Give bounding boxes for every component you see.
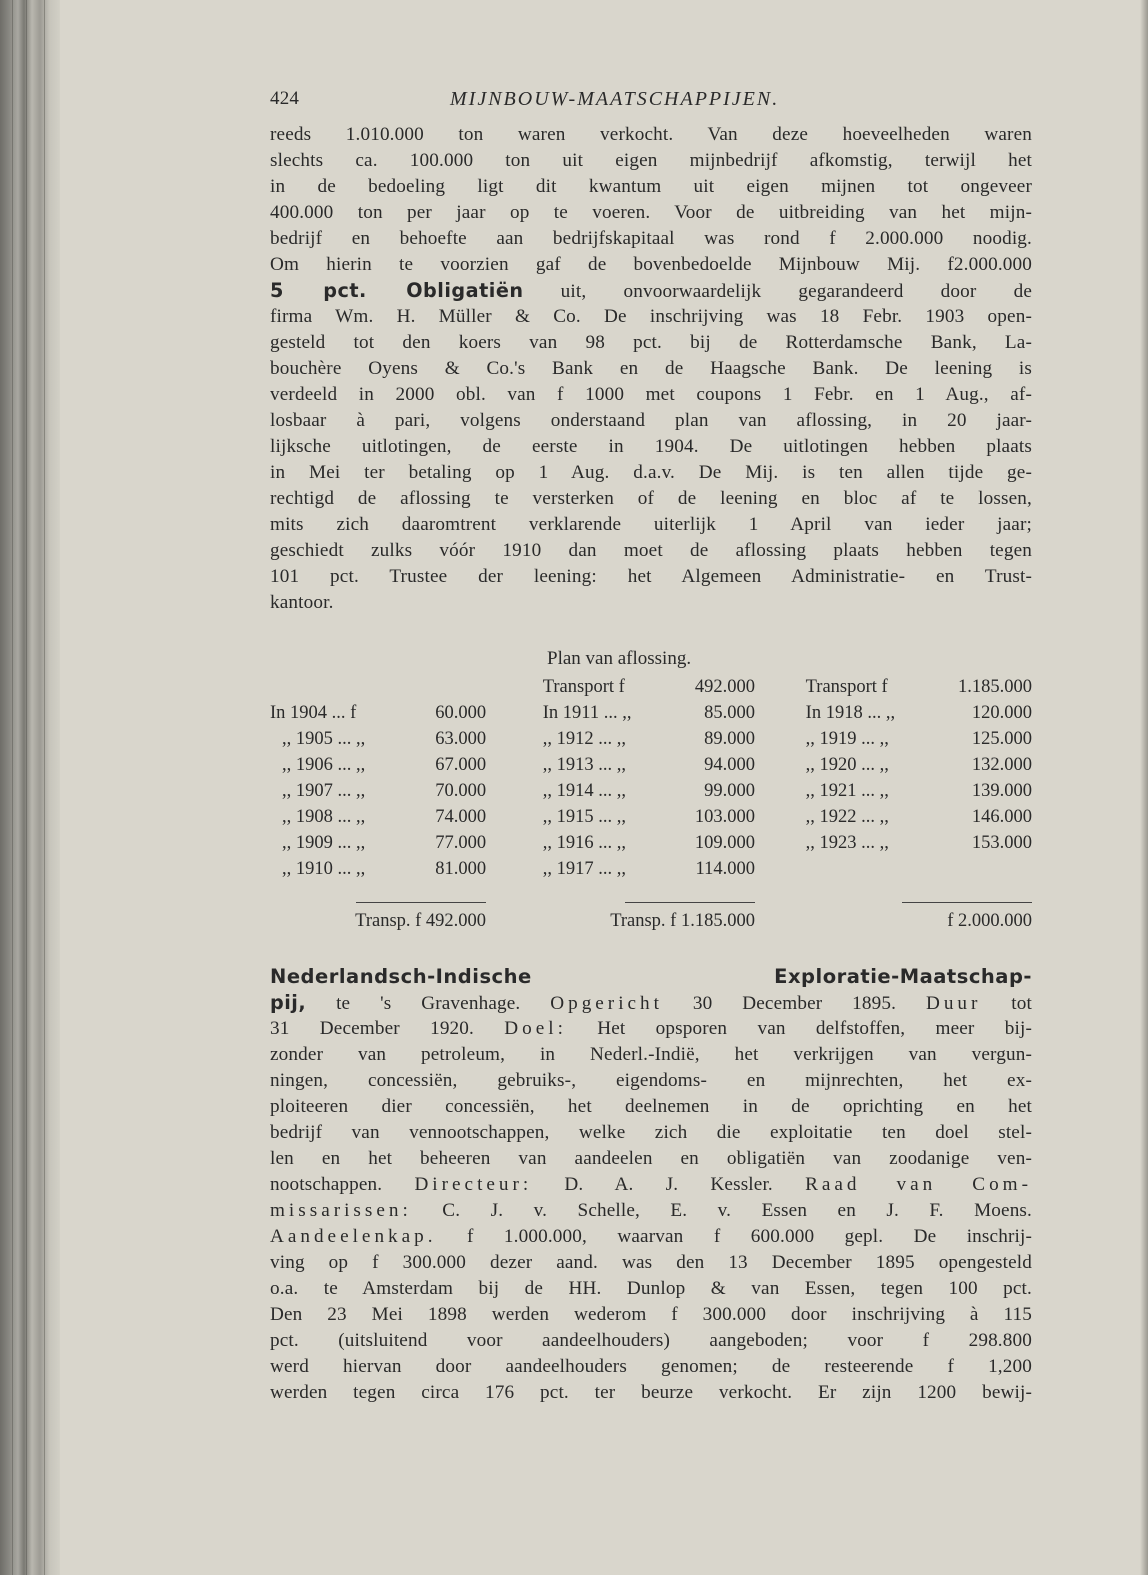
transport-amount: 1.185.000 — [958, 676, 1032, 697]
plan-amount: 153.000 — [971, 832, 1032, 853]
plan-amount: 63.000 — [435, 728, 487, 749]
binding-edge — [12, 0, 13, 1575]
paragraph-bonds — [270, 122, 1032, 616]
book-binding — [0, 0, 60, 1575]
plan-amount: 81.000 — [435, 858, 487, 879]
text-line: o.a. te Amsterdam bij de HH. Dunlop & van Essen, tegen 100 pct. — [270, 1278, 1032, 1299]
transport-amount: 492.000 — [694, 676, 755, 697]
text-run: D. A. J. Kessler. — [532, 1174, 806, 1195]
text-line — [270, 964, 1032, 990]
plan-year-label: ,, 1905 ... ,, — [282, 728, 366, 749]
plan-amount: 120.000 — [971, 702, 1032, 723]
text-line: kantoor. — [270, 592, 334, 613]
transport-label: Transport f — [805, 676, 888, 697]
text-line: bedrijf van vennootschappen, welke zich die exploitatie ten doel stel- — [270, 1122, 1032, 1143]
plan-amount: 77.000 — [435, 832, 487, 853]
plan-amount: 125.000 — [971, 728, 1032, 749]
transport-label: Transport f — [542, 676, 625, 697]
running-head: MIJNBOUW-MAATSCHAPPIJEN. — [450, 88, 780, 110]
company-name: Nederlandsch-Indische — [270, 965, 532, 988]
text-run: C. J. v. Schelle, E. v. Essen en J. F. Moens. — [411, 1200, 1032, 1221]
text-line: gesteld tot den koers van 98 pct. bij de Rotterdamsche Bank, La- — [270, 332, 1032, 353]
book-page — [270, 88, 1032, 1403]
text-line: ploiteeren dier concessiën, het deelnemen in de oprichting en het — [270, 1096, 1032, 1117]
plan-year-label: ,, 1912 ... ,, — [542, 728, 626, 749]
label-capital: Aandeelenkap. — [270, 1226, 437, 1247]
plan-year-label: ,, 1921 ... ,, — [805, 780, 889, 801]
plan-year-label: ,, 1915 ... ,, — [542, 806, 626, 827]
totals-row — [270, 908, 1032, 934]
label-purpose: Doel: — [504, 1018, 567, 1039]
plan-amount: 99.000 — [704, 780, 755, 801]
plan-row — [270, 804, 1032, 830]
text-line: bouchère Oyens & Co.'s Bank en de Haagsche Bank. De leening is — [270, 358, 1032, 379]
text-line: firma Wm. H. Müller & Co. De inschrijving was 18 Febr. 1903 open- — [270, 306, 1032, 327]
text-line: ningen, concessiën, gebruiks-, eigendoms- en mijnrechten, het ex- — [270, 1070, 1032, 1091]
grand-total: f 2.000.000 — [802, 908, 1032, 934]
plan-amount — [923, 856, 1032, 882]
text-run: 31 December 1920. — [270, 1018, 505, 1039]
text-run: te 's Gravenhage. — [306, 993, 551, 1014]
plan-amount: 114.000 — [695, 858, 755, 879]
plan-year-label: ,, 1909 ... ,, — [282, 832, 366, 853]
text-line: geschiedt zulks vóór 1910 dan moet de aflossing plaats hebben tegen — [270, 540, 1032, 561]
text-line — [270, 1172, 1032, 1198]
text-line: ving op f 300.000 dezer aand. was den 13 December 1895 opengesteld — [270, 1252, 1032, 1273]
plan-amount: 70.000 — [435, 780, 487, 801]
plan-amount: 132.000 — [971, 754, 1032, 775]
text-line: verdeeld in 2000 obl. van f 1000 met coupons 1 Febr. en 1 Aug., af- — [270, 384, 1032, 405]
text-line: zonder van petroleum, in Nederl.-Indië, het verkrijgen van vergun- — [270, 1044, 1032, 1065]
plan-title: Plan van aflossing. — [547, 648, 692, 669]
plan-year-label: ,, 1906 ... ,, — [282, 754, 366, 775]
company-entry — [270, 964, 1032, 1406]
plan-amount: 139.000 — [971, 780, 1032, 801]
plan-year-label: ,, 1919 ... ,, — [805, 728, 889, 749]
plan-year-label: ,, 1920 ... ,, — [805, 754, 889, 775]
text-line: Den 23 Mei 1898 werden wederom f 300.000 door inschrijving à 115 — [270, 1304, 1032, 1325]
plan-amount: 89.000 — [704, 728, 755, 749]
plan-row — [270, 778, 1032, 804]
text-line — [270, 278, 1032, 304]
text-line: rechtigd de aflossing te versterken of de leening en bloc af te lossen, — [270, 488, 1032, 509]
plan-row — [270, 752, 1032, 778]
text-run: nootschappen. — [270, 1174, 415, 1195]
plan-row — [270, 830, 1032, 856]
plan-year-label: ,, 1908 ... ,, — [282, 806, 366, 827]
text-run: uit, onvoorwaardelijk gegarandeerd door de — [523, 281, 1032, 302]
sum-rule — [625, 902, 755, 903]
text-line: losbaar à pari, volgens onderstaand plan van aflossing, in 20 jaar- — [270, 410, 1032, 431]
page-edge — [1140, 0, 1148, 1575]
text-line: 101 pct. Trustee der leening: het Algemeen Administratie- en Trust- — [270, 566, 1032, 587]
text-run: 30 December 1895. — [662, 993, 926, 1014]
label-board: missarissen: — [270, 1200, 412, 1221]
text-line: slechts ca. 100.000 ton uit eigen mijnbedrijf afkomstig, terwijl het — [270, 150, 1032, 171]
plan-year-label: ,, 1907 ... ,, — [282, 780, 366, 801]
plan-year-label: ,, 1910 ... ,, — [282, 858, 366, 879]
subtotal: Transp. f 1.185.000 — [535, 908, 755, 934]
plan-row — [270, 700, 1032, 726]
plan-amount: 85.000 — [704, 702, 755, 723]
sum-rule — [902, 902, 1032, 903]
bond-heading: 5 pct. Obligatiën — [270, 279, 524, 302]
text-line — [270, 990, 1032, 1016]
text-line: in de bedoeling ligt dit kwantum uit eigen mijnen tot ongeveer — [270, 176, 1032, 197]
binding-edge — [44, 0, 45, 1575]
plan-year-label: ,, 1916 ... ,, — [542, 832, 626, 853]
text-line: 400.000 ton per jaar op te voeren. Voor de uitbreiding van het mijn- — [270, 202, 1032, 223]
plan-row — [270, 856, 1032, 882]
plan-year-label — [802, 856, 923, 882]
label-director: Directeur: — [414, 1174, 533, 1195]
plan-amount: 94.000 — [704, 754, 755, 775]
binding-edge — [26, 0, 27, 1575]
redemption-plan-table — [270, 674, 1032, 934]
text-line: reeds 1.010.000 ton waren verkocht. Van deze hoeveelheden waren — [270, 124, 1032, 145]
plan-year-label: In 1918 ... ,, — [805, 702, 896, 723]
label-board: Raad van Com- — [805, 1174, 1032, 1195]
rule-row — [270, 882, 1032, 908]
text-run: tot — [981, 993, 1032, 1014]
plan-amount: 109.000 — [694, 832, 755, 853]
transport-row — [270, 674, 1032, 700]
text-line: lijksche uitlotingen, de eerste in 1904. De uitlotingen hebben plaats — [270, 436, 1032, 457]
page-number: 424 — [270, 88, 300, 109]
text-line: len en het beheeren van aandeelen en obligatiën van zoodanige ven- — [270, 1148, 1032, 1169]
plan-year-label: In 1911 ... ,, — [542, 702, 632, 723]
company-name: Exploratie-Maatschap- — [774, 965, 1032, 988]
text-line — [270, 1198, 1032, 1224]
company-name: pij, — [270, 991, 307, 1014]
plan-amount: 146.000 — [971, 806, 1032, 827]
label-founded: Opgericht — [550, 993, 663, 1014]
text-line — [270, 1224, 1032, 1250]
plan-row — [270, 726, 1032, 752]
text-line: bedrijf en behoefte aan bedrijfskapitaal was rond f 2.000.000 noodig. — [270, 228, 1032, 249]
plan-year-label: ,, 1922 ... ,, — [805, 806, 889, 827]
plan-year-label: ,, 1923 ... ,, — [805, 832, 889, 853]
text-line: pct. (uitsluitend voor aandeelhouders) aangeboden; voor f 298.800 — [270, 1330, 1032, 1351]
label-duration: Duur — [925, 993, 982, 1014]
plan-year-label: ,, 1913 ... ,, — [542, 754, 626, 775]
text-line: werd hiervan door aandeelhouders genomen; de resteerende f 1,200 — [270, 1356, 1032, 1377]
plan-year-label: ,, 1917 ... ,, — [542, 858, 626, 879]
plan-amount: 60.000 — [435, 702, 487, 723]
plan-amount: 74.000 — [435, 806, 487, 827]
sum-rule — [356, 902, 486, 903]
paragraph-company — [270, 964, 1032, 1406]
plan-year-label: In 1904 ... f — [270, 702, 357, 723]
plan-amount: 67.000 — [435, 754, 487, 775]
text-run: Het opsporen van delfstoffen, meer bij- — [566, 1018, 1032, 1039]
text-line: Om hierin te voorzien gaf de bovenbedoelde Mijnbouw Mij. f2.000.000 — [270, 254, 1032, 275]
page-header — [270, 88, 1032, 122]
text-run: f 1.000.000, waarvan f 600.000 gepl. De inschrij- — [436, 1226, 1032, 1247]
plan-amount: 103.000 — [694, 806, 755, 827]
text-line — [270, 1016, 1032, 1042]
subtotal: Transp. f 492.000 — [270, 908, 486, 934]
text-line: in Mei ter betaling op 1 Aug. d.a.v. De Mij. is ten allen tijde ge- — [270, 462, 1032, 483]
plan-year-label: ,, 1914 ... ,, — [542, 780, 626, 801]
text-line: werden tegen circa 176 pct. ter beurze verkocht. Er zijn 1200 bewij- — [270, 1382, 1032, 1403]
text-line: mits zich daaromtrent verklarende uiterlijk 1 April van ieder jaar; — [270, 514, 1032, 535]
